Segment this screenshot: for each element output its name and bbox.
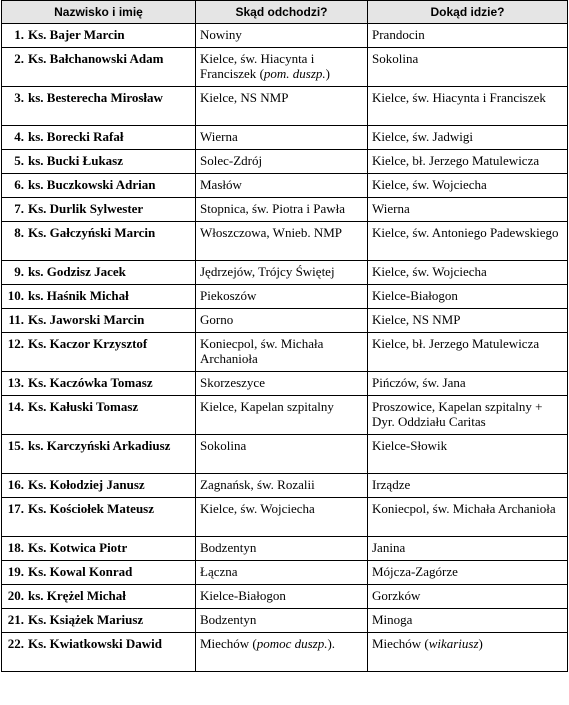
person-name: ks. Haśnik Michał [28, 288, 129, 303]
row-number: 12. [7, 336, 24, 351]
to-text: Sokolina [372, 51, 419, 66]
to-text: Kielce, św. Wojciecha [372, 177, 487, 192]
cell-to [368, 561, 568, 585]
cell-from [196, 261, 368, 285]
from-text: Solec-Zdrój [200, 153, 263, 168]
person-name: Ks. Kaczor Krzysztof [28, 336, 148, 351]
table-row [2, 561, 568, 585]
cell-to [368, 609, 568, 633]
row-number: 17. [7, 501, 24, 516]
to-text: Kielce, św. Jadwigi [372, 129, 473, 144]
cell-name [2, 333, 196, 372]
row-number: 18. [7, 540, 24, 555]
person-name: ks. Buczkowski Adrian [28, 177, 156, 192]
from-text: Piekoszów [200, 288, 257, 303]
from-text: Sokolina [200, 438, 247, 453]
cell-to [368, 87, 568, 126]
cell-to [368, 126, 568, 150]
cell-to [368, 150, 568, 174]
table-row [2, 198, 568, 222]
from-text: Gorno [200, 312, 234, 327]
row-number: 9. [14, 264, 24, 279]
person-name: Ks. Durlik Sylwester [28, 201, 144, 216]
from-text: Jędrzejów, Trójcy Świętej [200, 264, 335, 279]
to-text: Kielce, św. Antoniego Padewskiego [372, 225, 559, 240]
to-text: Pińczów, św. Jana [372, 375, 466, 390]
cell-to [368, 474, 568, 498]
table-row [2, 396, 568, 435]
cell-to [368, 174, 568, 198]
to-text: Minoga [372, 612, 413, 627]
cell-from [196, 633, 368, 672]
person-name: Ks. Kościołek Mateusz [28, 501, 155, 516]
to-text: Kielce, NS NMP [372, 312, 461, 327]
person-name: Ks. Kaczówka Tomasz [28, 375, 153, 390]
cell-from [196, 24, 368, 48]
to-text: Kielce, bł. Jerzego Matulewicza [372, 153, 540, 168]
person-name: Ks. Książek Mariusz [28, 612, 144, 627]
cell-to [368, 498, 568, 537]
row-number: 21. [7, 612, 24, 627]
from-text: Nowiny [200, 27, 242, 42]
to-text: Kielce, św. Wojciecha [372, 264, 487, 279]
row-number: 7. [14, 201, 24, 216]
table-row [2, 261, 568, 285]
cell-from [196, 537, 368, 561]
person-name: ks. Karczyński Arkadiusz [28, 438, 171, 453]
from-text: Stopnica, św. Piotra i Pawła [200, 201, 346, 216]
cell-to [368, 198, 568, 222]
person-name: Ks. Kotwica Piotr [28, 540, 128, 555]
to-text: Koniecpol, św. Michała Archanioła [372, 501, 556, 516]
row-number: 15. [7, 438, 24, 453]
from-text: Zagnańsk, św. Rozalii [200, 477, 315, 492]
row-number: 4. [14, 129, 24, 144]
cell-to [368, 48, 568, 87]
cell-name [2, 174, 196, 198]
cell-to [368, 633, 568, 672]
person-name: Ks. Bałchanowski Adam [28, 51, 164, 66]
table-row [2, 372, 568, 396]
cell-name [2, 24, 196, 48]
person-name: Ks. Kałuski Tomasz [28, 399, 139, 414]
cell-from [196, 561, 368, 585]
from-text: Kielce, św. Wojciecha [200, 501, 315, 516]
table-row [2, 435, 568, 474]
cell-from [196, 285, 368, 309]
table-row [2, 585, 568, 609]
row-number: 1. [14, 27, 24, 42]
cell-from [196, 222, 368, 261]
cell-name [2, 633, 196, 672]
from-text: Kielce, Kapelan szpitalny [200, 399, 334, 414]
to-after: ) [478, 636, 483, 651]
cell-from [196, 333, 368, 372]
cell-from [196, 174, 368, 198]
from-after: ). [327, 636, 336, 651]
cell-name [2, 309, 196, 333]
row-number: 14. [7, 399, 24, 414]
cell-from [196, 150, 368, 174]
cell-to [368, 222, 568, 261]
cell-to [368, 585, 568, 609]
to-text: Mójcza-Zagórze [372, 564, 458, 579]
cell-from [196, 372, 368, 396]
to-text: Kielce-Słowik [372, 438, 448, 453]
table-body [2, 24, 568, 672]
person-name: Ks. Kwiatkowski Dawid [28, 636, 162, 651]
person-name: Ks. Jaworski Marcin [28, 312, 145, 327]
cell-name [2, 48, 196, 87]
row-number: 20. [7, 588, 24, 603]
table-row [2, 150, 568, 174]
from-text: Koniecpol, św. Michała Archanioła [200, 336, 324, 366]
cell-from [196, 309, 368, 333]
table-row [2, 309, 568, 333]
cell-name [2, 537, 196, 561]
person-name: ks. Bucki Łukasz [28, 153, 124, 168]
from-note: pom. duszp. [263, 66, 326, 81]
row-number: 11. [8, 312, 24, 327]
table-row [2, 48, 568, 87]
person-name: Ks. Kołodziej Janusz [28, 477, 145, 492]
from-text: Włoszczowa, Wnieb. NMP [200, 225, 343, 240]
table-row [2, 474, 568, 498]
to-text: Janina [372, 540, 406, 555]
to-note: wikariusz [428, 636, 479, 651]
cell-from [196, 396, 368, 435]
from-text: Skorzeszyce [200, 375, 265, 390]
person-name: Ks. Gałczyński Marcin [28, 225, 156, 240]
table-row [2, 609, 568, 633]
row-number: 13. [7, 375, 24, 390]
row-number: 3. [14, 90, 24, 105]
cell-to [368, 372, 568, 396]
table-row [2, 24, 568, 48]
from-text: Kielce-Białogon [200, 588, 286, 603]
table-row [2, 222, 568, 261]
to-text: Prandocin [372, 27, 425, 42]
table-row [2, 498, 568, 537]
cell-name [2, 150, 196, 174]
cell-name [2, 609, 196, 633]
header-from: Skąd odchodzi? [196, 1, 368, 24]
header-to: Dokąd idzie? [368, 1, 568, 24]
cell-from: Kielce, św. Hiacynta i Franciszek (pom. duszp.) [196, 48, 368, 87]
header-row [2, 1, 568, 24]
to-text: Kielce, św. Hiacynta i Franciszek [372, 90, 546, 105]
to-text: Gorzków [372, 588, 421, 603]
from-text: Bodzentyn [200, 540, 257, 555]
from-note: pomoc duszp. [256, 636, 328, 651]
row-number: 6. [14, 177, 24, 192]
cell-to [368, 537, 568, 561]
cell-name [2, 126, 196, 150]
cell-name [2, 261, 196, 285]
cell-name [2, 222, 196, 261]
row-number: 19. [7, 564, 24, 579]
table-row [2, 126, 568, 150]
cell-to [368, 435, 568, 474]
table-row [2, 87, 568, 126]
table-row [2, 333, 568, 372]
cell-to [368, 333, 568, 372]
row-number: 8. [14, 225, 24, 240]
cell-to [368, 285, 568, 309]
cell-name [2, 87, 196, 126]
from-text: Miechów ( [200, 636, 257, 651]
table-row [2, 633, 568, 672]
cell-from [196, 435, 368, 474]
assignments-table [1, 0, 568, 672]
cell-name [2, 285, 196, 309]
cell-to [368, 309, 568, 333]
cell-name [2, 198, 196, 222]
from-text: Kielce, NS NMP [200, 90, 289, 105]
from-text: Bodzentyn [200, 612, 257, 627]
cell-to [368, 261, 568, 285]
cell-name [2, 498, 196, 537]
person-name: ks. Borecki Rafał [28, 129, 124, 144]
table-row [2, 537, 568, 561]
cell-name [2, 396, 196, 435]
to-text: Irządze [372, 477, 411, 492]
cell-name [2, 585, 196, 609]
to-text: Kielce, bł. Jerzego Matulewicza [372, 336, 540, 351]
to-text: Kielce-Białogon [372, 288, 458, 303]
to-text: Wierna [372, 201, 410, 216]
from-text: Kielce, św. Hiacynta i Franciszek [200, 51, 315, 81]
cell-to [368, 396, 568, 435]
person-name: Ks. Bajer Marcin [28, 27, 125, 42]
cell-to [368, 24, 568, 48]
cell-from [196, 198, 368, 222]
from-text: Wierna [200, 129, 238, 144]
row-number: 2. [14, 51, 24, 66]
header-name: Nazwisko i imię [2, 1, 196, 24]
row-number: 10. [7, 288, 24, 303]
cell-name [2, 372, 196, 396]
cell-from [196, 126, 368, 150]
to-text: Proszowice, Kapelan szpitalny + Dyr. Oddziału Caritas [372, 399, 543, 429]
cell-from [196, 585, 368, 609]
cell-name [2, 474, 196, 498]
table-row [2, 174, 568, 198]
row-number: 5. [14, 153, 24, 168]
cell-from [196, 609, 368, 633]
person-name: ks. Godzisz Jacek [28, 264, 126, 279]
cell-name [2, 435, 196, 474]
table-row [2, 285, 568, 309]
person-name: Ks. Kowal Konrad [28, 564, 133, 579]
cell-from [196, 474, 368, 498]
person-name: ks. Besterecha Mirosław [28, 90, 163, 105]
row-number: 22. [7, 636, 24, 651]
from-text: Masłów [200, 177, 242, 192]
person-name: ks. Krężel Michał [28, 588, 126, 603]
from-text: Łączna [200, 564, 238, 579]
cell-from [196, 498, 368, 537]
to-text: Miechów ( [372, 636, 429, 651]
cell-from [196, 87, 368, 126]
row-number: 16. [7, 477, 24, 492]
cell-name [2, 561, 196, 585]
